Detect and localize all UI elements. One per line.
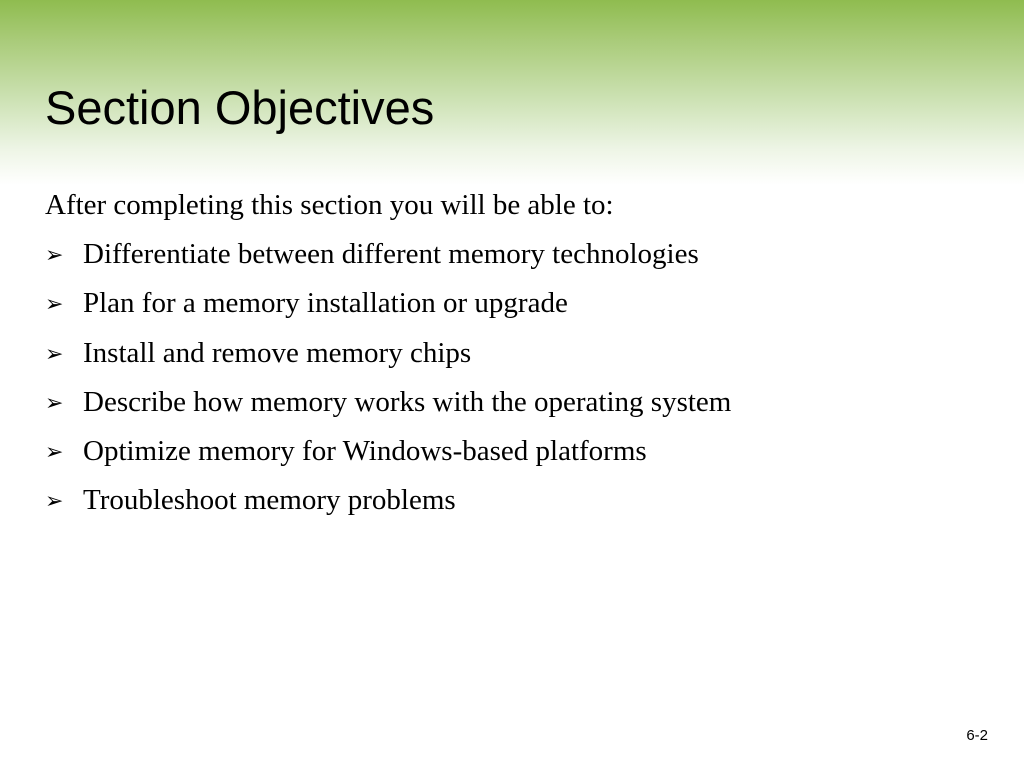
objective-item (45, 336, 731, 385)
objective-item (45, 434, 731, 483)
objectives-list (45, 237, 731, 533)
intro-text: After completing this section you will be able to: (45, 189, 614, 221)
objective-text: Describe how memory works with the operating system (83, 385, 732, 418)
objective-item (45, 286, 731, 335)
arrowhead-bullet-icon: ➢ (45, 341, 64, 367)
arrowhead-bullet-icon: ➢ (45, 243, 64, 268)
arrowhead-bullet-icon: ➢ (45, 440, 64, 466)
objective-text: Differentiate between different memory technologies (83, 238, 699, 270)
objective-text: Troubleshoot memory problems (83, 484, 456, 517)
objective-item (45, 237, 731, 286)
arrowhead-bullet-icon: ➢ (45, 292, 64, 318)
arrowhead-bullet-icon: ➢ (45, 390, 64, 416)
objective-item (45, 483, 731, 532)
slide-title: Section Objectives (45, 81, 435, 134)
objective-item (45, 385, 731, 434)
arrowhead-bullet-icon: ➢ (45, 489, 64, 515)
page-number: 6-2 (966, 727, 988, 744)
objective-text: Install and remove memory chips (83, 336, 472, 369)
objective-text: Plan for a memory installation or upgrade (83, 287, 568, 320)
objective-text: Optimize memory for Windows-based platforms (83, 435, 647, 468)
